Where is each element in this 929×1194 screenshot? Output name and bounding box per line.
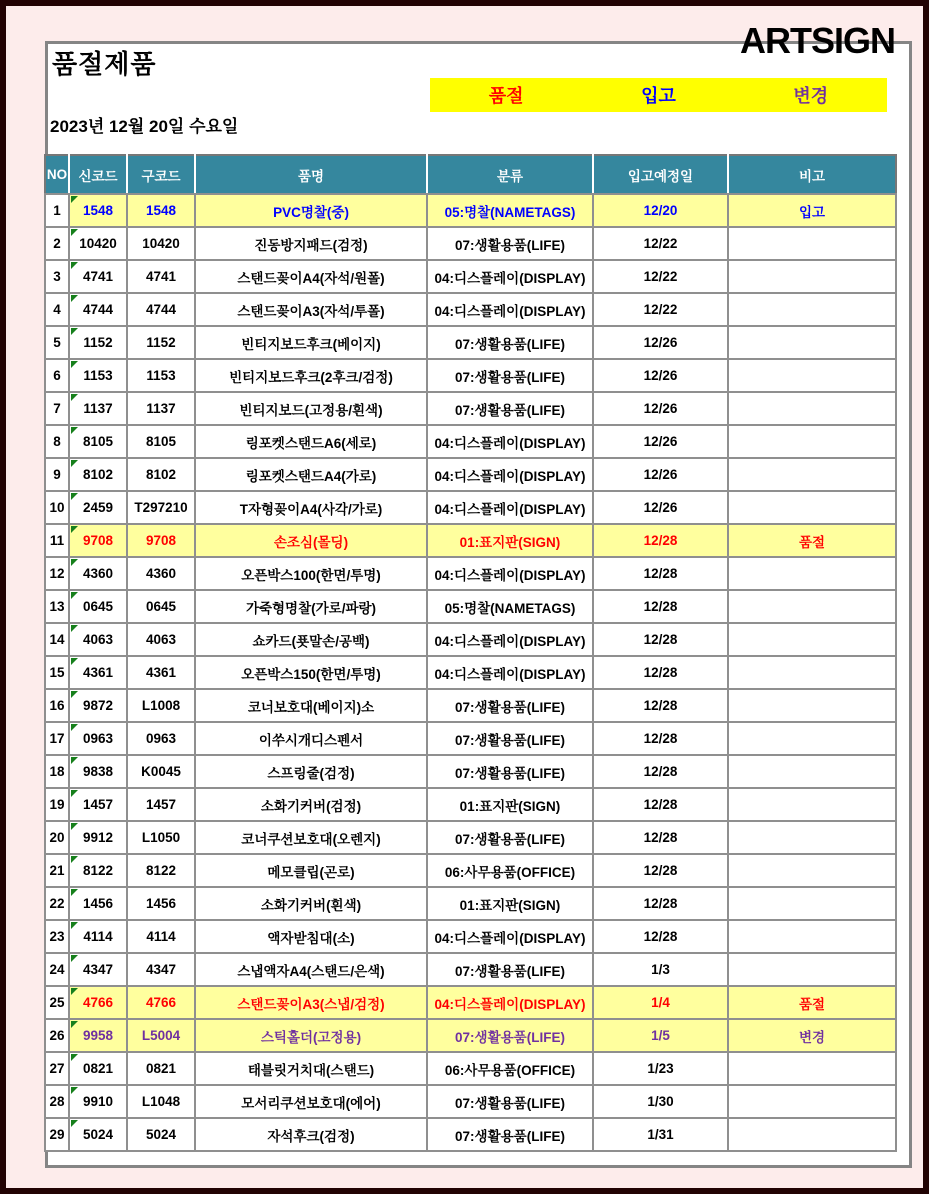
cell-no: 5 xyxy=(45,326,69,359)
cell-new-code: 1548 xyxy=(69,194,127,227)
cell-product-name: 이쑤시개디스펜서 xyxy=(195,722,427,755)
cell-new-code: 5024 xyxy=(69,1118,127,1151)
cell-old-code: 5024 xyxy=(127,1118,195,1151)
cell-new-code: 0963 xyxy=(69,722,127,755)
cell-new-code: 1137 xyxy=(69,392,127,425)
cell-product-name: 오픈박스150(한면/투명) xyxy=(195,656,427,689)
page-title: 품절제품 xyxy=(52,49,157,79)
cell-note xyxy=(728,590,896,623)
cell-product-name: 가죽형명찰(가로/파랑) xyxy=(195,590,427,623)
table-body xyxy=(45,194,896,1151)
cell-note xyxy=(728,722,896,755)
cell-no: 4 xyxy=(45,293,69,326)
cell-note xyxy=(728,1085,896,1118)
cell-category: 07:생활용품(LIFE) xyxy=(427,953,593,986)
cell-due-date: 1/31 xyxy=(593,1118,728,1151)
table-row xyxy=(45,260,896,293)
cell-note xyxy=(728,260,896,293)
cell-due-date: 12/28 xyxy=(593,821,728,854)
cell-old-code: 8122 xyxy=(127,854,195,887)
table-header xyxy=(45,155,896,194)
cell-old-code: 4347 xyxy=(127,953,195,986)
cell-due-date: 12/26 xyxy=(593,392,728,425)
cell-old-code: K0045 xyxy=(127,755,195,788)
cell-new-code: 0645 xyxy=(69,590,127,623)
cell-new-code: 4347 xyxy=(69,953,127,986)
cell-category: 04:디스플레이(DISPLAY) xyxy=(427,656,593,689)
cell-old-code: T297210 xyxy=(127,491,195,524)
cell-old-code: 4741 xyxy=(127,260,195,293)
cell-new-code: 4063 xyxy=(69,623,127,656)
cell-new-code: 9910 xyxy=(69,1085,127,1118)
cell-no: 29 xyxy=(45,1118,69,1151)
cell-due-date: 1/23 xyxy=(593,1052,728,1085)
cell-new-code: 8105 xyxy=(69,425,127,458)
cell-note xyxy=(728,920,896,953)
cell-new-code: 4741 xyxy=(69,260,127,293)
cell-new-code: 9912 xyxy=(69,821,127,854)
cell-product-name: 코너쿠션보호대(오렌지) xyxy=(195,821,427,854)
cell-product-name: 소화기커버(흰색) xyxy=(195,887,427,920)
table-row xyxy=(45,227,896,260)
table-row xyxy=(45,623,896,656)
cell-product-name: PVC명찰(중) xyxy=(195,194,427,227)
cell-new-code: 9708 xyxy=(69,524,127,557)
cell-product-name: 태블릿거치대(스탠드) xyxy=(195,1052,427,1085)
cell-category: 07:생활용품(LIFE) xyxy=(427,1085,593,1118)
table-row xyxy=(45,491,896,524)
cell-note xyxy=(728,1052,896,1085)
cell-old-code: L1048 xyxy=(127,1085,195,1118)
cell-due-date: 12/28 xyxy=(593,623,728,656)
cell-product-name: 스프링줄(검정) xyxy=(195,755,427,788)
table-row xyxy=(45,821,896,854)
legend-item-change: 변경 xyxy=(793,86,829,106)
cell-no: 25 xyxy=(45,986,69,1019)
cell-product-name: 스냅액자A4(스탠드/은색) xyxy=(195,953,427,986)
cell-due-date: 12/28 xyxy=(593,656,728,689)
table-row xyxy=(45,887,896,920)
stock-table xyxy=(44,154,897,1152)
cell-product-name: 모서리쿠션보호대(에어) xyxy=(195,1085,427,1118)
cell-no: 26 xyxy=(45,1019,69,1052)
cell-note xyxy=(728,392,896,425)
cell-old-code: L1050 xyxy=(127,821,195,854)
cell-note xyxy=(728,755,896,788)
table-row xyxy=(45,359,896,392)
cell-no: 19 xyxy=(45,788,69,821)
cell-no: 24 xyxy=(45,953,69,986)
cell-product-name: 코너보호대(베이지)소 xyxy=(195,689,427,722)
cell-no: 22 xyxy=(45,887,69,920)
table-row xyxy=(45,689,896,722)
table-row xyxy=(45,1085,896,1118)
cell-due-date: 12/28 xyxy=(593,590,728,623)
table-row xyxy=(45,425,896,458)
cell-note xyxy=(728,788,896,821)
cell-no: 14 xyxy=(45,623,69,656)
cell-category: 07:생활용품(LIFE) xyxy=(427,326,593,359)
cell-old-code: 4744 xyxy=(127,293,195,326)
cell-category: 07:생활용품(LIFE) xyxy=(427,227,593,260)
cell-product-name: 액자받침대(소) xyxy=(195,920,427,953)
cell-product-name: 오픈박스100(한면/투명) xyxy=(195,557,427,590)
cell-category: 05:명찰(NAMETAGS) xyxy=(427,194,593,227)
cell-old-code: L5004 xyxy=(127,1019,195,1052)
cell-product-name: 자석후크(검정) xyxy=(195,1118,427,1151)
cell-new-code: 4766 xyxy=(69,986,127,1019)
cell-old-code: 4360 xyxy=(127,557,195,590)
cell-due-date: 12/26 xyxy=(593,491,728,524)
col-header-old-code: 구코드 xyxy=(127,155,195,194)
cell-category: 07:생활용품(LIFE) xyxy=(427,821,593,854)
cell-category: 04:디스플레이(DISPLAY) xyxy=(427,458,593,491)
cell-product-name: 스탠드꽂이A4(자석/원폴) xyxy=(195,260,427,293)
cell-old-code: 1548 xyxy=(127,194,195,227)
cell-category: 01:표지판(SIGN) xyxy=(427,788,593,821)
cell-due-date: 12/28 xyxy=(593,689,728,722)
cell-category: 01:표지판(SIGN) xyxy=(427,524,593,557)
cell-no: 21 xyxy=(45,854,69,887)
table-row xyxy=(45,854,896,887)
cell-no: 10 xyxy=(45,491,69,524)
table-row xyxy=(45,293,896,326)
cell-note xyxy=(728,623,896,656)
cell-category: 06:사무용품(OFFICE) xyxy=(427,1052,593,1085)
cell-new-code: 9958 xyxy=(69,1019,127,1052)
table-row xyxy=(45,722,896,755)
cell-no: 15 xyxy=(45,656,69,689)
cell-category: 06:사무용품(OFFICE) xyxy=(427,854,593,887)
cell-old-code: 10420 xyxy=(127,227,195,260)
cell-old-code: 8105 xyxy=(127,425,195,458)
cell-note xyxy=(728,293,896,326)
cell-no: 3 xyxy=(45,260,69,293)
legend-bar xyxy=(430,78,887,112)
cell-product-name: 진동방지패드(검정) xyxy=(195,227,427,260)
cell-note xyxy=(728,557,896,590)
cell-no: 9 xyxy=(45,458,69,491)
cell-note: 품절 xyxy=(728,524,896,557)
cell-product-name: 빈티지보드후크(2후크/검정) xyxy=(195,359,427,392)
cell-new-code: 9838 xyxy=(69,755,127,788)
cell-note: 변경 xyxy=(728,1019,896,1052)
cell-product-name: 스탠드꽂이A3(스냅/검정) xyxy=(195,986,427,1019)
cell-due-date: 12/26 xyxy=(593,326,728,359)
cell-note: 품절 xyxy=(728,986,896,1019)
date-line: 2023년 12월 20일 수요일 xyxy=(50,117,239,136)
cell-product-name: 손조심(몰딩) xyxy=(195,524,427,557)
cell-note xyxy=(728,887,896,920)
cell-new-code: 4360 xyxy=(69,557,127,590)
cell-category: 07:생활용품(LIFE) xyxy=(427,392,593,425)
table-row xyxy=(45,326,896,359)
cell-due-date: 12/28 xyxy=(593,887,728,920)
cell-no: 27 xyxy=(45,1052,69,1085)
cell-new-code: 4114 xyxy=(69,920,127,953)
legend-item-arrival: 입고 xyxy=(641,86,676,106)
cell-category: 04:디스플레이(DISPLAY) xyxy=(427,293,593,326)
cell-new-code: 8122 xyxy=(69,854,127,887)
cell-category: 04:디스플레이(DISPLAY) xyxy=(427,557,593,590)
cell-due-date: 12/22 xyxy=(593,227,728,260)
cell-no: 7 xyxy=(45,392,69,425)
cell-product-name: 소화기커버(검정) xyxy=(195,788,427,821)
cell-new-code: 4361 xyxy=(69,656,127,689)
col-header-category: 분류 xyxy=(427,155,593,194)
cell-category: 05:명찰(NAMETAGS) xyxy=(427,590,593,623)
cell-new-code: 8102 xyxy=(69,458,127,491)
legend-item-soldout: 품절 xyxy=(488,86,524,106)
cell-old-code: 4361 xyxy=(127,656,195,689)
cell-old-code: 0821 xyxy=(127,1052,195,1085)
table-row xyxy=(45,755,896,788)
cell-no: 17 xyxy=(45,722,69,755)
cell-note xyxy=(728,227,896,260)
cell-old-code: 4063 xyxy=(127,623,195,656)
cell-no: 1 xyxy=(45,194,69,227)
cell-old-code: 1137 xyxy=(127,392,195,425)
artsign-logo: ARTSIGN xyxy=(740,20,895,61)
cell-due-date: 12/28 xyxy=(593,920,728,953)
cell-no: 23 xyxy=(45,920,69,953)
table-row xyxy=(45,1052,896,1085)
cell-due-date: 12/28 xyxy=(593,524,728,557)
col-header-due-date: 입고예정일 xyxy=(593,155,728,194)
cell-due-date: 12/28 xyxy=(593,557,728,590)
cell-no: 28 xyxy=(45,1085,69,1118)
table-row xyxy=(45,953,896,986)
cell-no: 18 xyxy=(45,755,69,788)
cell-category: 04:디스플레이(DISPLAY) xyxy=(427,491,593,524)
cell-category: 07:생활용품(LIFE) xyxy=(427,1019,593,1052)
cell-product-name: 빈티지보드(고정용/흰색) xyxy=(195,392,427,425)
col-header-no: NO xyxy=(45,155,69,194)
table-row xyxy=(45,1019,896,1052)
cell-product-name: 링포켓스탠드A4(가로) xyxy=(195,458,427,491)
cell-note xyxy=(728,953,896,986)
cell-new-code: 10420 xyxy=(69,227,127,260)
cell-new-code: 0821 xyxy=(69,1052,127,1085)
table-row xyxy=(45,458,896,491)
table-row xyxy=(45,986,896,1019)
table-row xyxy=(45,590,896,623)
cell-due-date: 1/4 xyxy=(593,986,728,1019)
cell-category: 04:디스플레이(DISPLAY) xyxy=(427,425,593,458)
cell-new-code: 1152 xyxy=(69,326,127,359)
cell-product-name: 스틱홀더(고정용) xyxy=(195,1019,427,1052)
cell-category: 04:디스플레이(DISPLAY) xyxy=(427,986,593,1019)
cell-new-code: 1153 xyxy=(69,359,127,392)
cell-category: 04:디스플레이(DISPLAY) xyxy=(427,920,593,953)
cell-old-code: 1456 xyxy=(127,887,195,920)
cell-product-name: 쇼카드(푯말손/공백) xyxy=(195,623,427,656)
cell-due-date: 12/22 xyxy=(593,260,728,293)
cell-old-code: 9708 xyxy=(127,524,195,557)
cell-due-date: 1/30 xyxy=(593,1085,728,1118)
cell-due-date: 12/26 xyxy=(593,425,728,458)
cell-note xyxy=(728,821,896,854)
cell-due-date: 1/5 xyxy=(593,1019,728,1052)
cell-note xyxy=(728,458,896,491)
table-row xyxy=(45,194,896,227)
cell-category: 07:생활용품(LIFE) xyxy=(427,755,593,788)
cell-old-code: 1152 xyxy=(127,326,195,359)
table-row xyxy=(45,557,896,590)
cell-old-code: 0645 xyxy=(127,590,195,623)
cell-old-code: 4114 xyxy=(127,920,195,953)
cell-new-code: 4744 xyxy=(69,293,127,326)
cell-note xyxy=(728,359,896,392)
cell-due-date: 12/22 xyxy=(593,293,728,326)
table-row xyxy=(45,1118,896,1151)
cell-category: 04:디스플레이(DISPLAY) xyxy=(427,623,593,656)
table-row xyxy=(45,788,896,821)
cell-due-date: 12/28 xyxy=(593,722,728,755)
cell-category: 07:생활용품(LIFE) xyxy=(427,689,593,722)
cell-due-date: 12/28 xyxy=(593,854,728,887)
cell-new-code: 1456 xyxy=(69,887,127,920)
cell-product-name: 빈티지보드후크(베이지) xyxy=(195,326,427,359)
cell-note xyxy=(728,689,896,722)
table-row xyxy=(45,392,896,425)
cell-due-date: 12/26 xyxy=(593,458,728,491)
cell-note: 입고 xyxy=(728,194,896,227)
cell-note xyxy=(728,326,896,359)
cell-no: 12 xyxy=(45,557,69,590)
cell-category: 01:표지판(SIGN) xyxy=(427,887,593,920)
cell-note xyxy=(728,1118,896,1151)
col-header-new-code: 신코드 xyxy=(69,155,127,194)
table-row xyxy=(45,524,896,557)
cell-due-date: 1/3 xyxy=(593,953,728,986)
col-header-note: 비고 xyxy=(728,155,896,194)
table-row xyxy=(45,920,896,953)
cell-old-code: 0963 xyxy=(127,722,195,755)
cell-old-code: 1457 xyxy=(127,788,195,821)
cell-product-name: 링포켓스탠드A6(세로) xyxy=(195,425,427,458)
col-header-product-name: 품명 xyxy=(195,155,427,194)
cell-old-code: 4766 xyxy=(127,986,195,1019)
cell-no: 11 xyxy=(45,524,69,557)
cell-no: 16 xyxy=(45,689,69,722)
table-row xyxy=(45,656,896,689)
cell-new-code: 1457 xyxy=(69,788,127,821)
cell-old-code: 1153 xyxy=(127,359,195,392)
cell-due-date: 12/28 xyxy=(593,788,728,821)
cell-due-date: 12/26 xyxy=(593,359,728,392)
cell-no: 8 xyxy=(45,425,69,458)
cell-product-name: 스탠드꽂이A3(자석/투폴) xyxy=(195,293,427,326)
cell-due-date: 12/28 xyxy=(593,755,728,788)
cell-category: 07:생활용품(LIFE) xyxy=(427,722,593,755)
cell-note xyxy=(728,854,896,887)
cell-category: 04:디스플레이(DISPLAY) xyxy=(427,260,593,293)
cell-note xyxy=(728,491,896,524)
cell-product-name: T자형꽂이A4(사각/가로) xyxy=(195,491,427,524)
cell-new-code: 2459 xyxy=(69,491,127,524)
cell-no: 6 xyxy=(45,359,69,392)
cell-product-name: 메모클립(곤로) xyxy=(195,854,427,887)
cell-due-date: 12/20 xyxy=(593,194,728,227)
cell-new-code: 9872 xyxy=(69,689,127,722)
cell-note xyxy=(728,656,896,689)
cell-old-code: L1008 xyxy=(127,689,195,722)
cell-no: 20 xyxy=(45,821,69,854)
cell-no: 13 xyxy=(45,590,69,623)
cell-note xyxy=(728,425,896,458)
cell-category: 07:생활용품(LIFE) xyxy=(427,359,593,392)
cell-old-code: 8102 xyxy=(127,458,195,491)
cell-no: 2 xyxy=(45,227,69,260)
cell-category: 07:생활용품(LIFE) xyxy=(427,1118,593,1151)
